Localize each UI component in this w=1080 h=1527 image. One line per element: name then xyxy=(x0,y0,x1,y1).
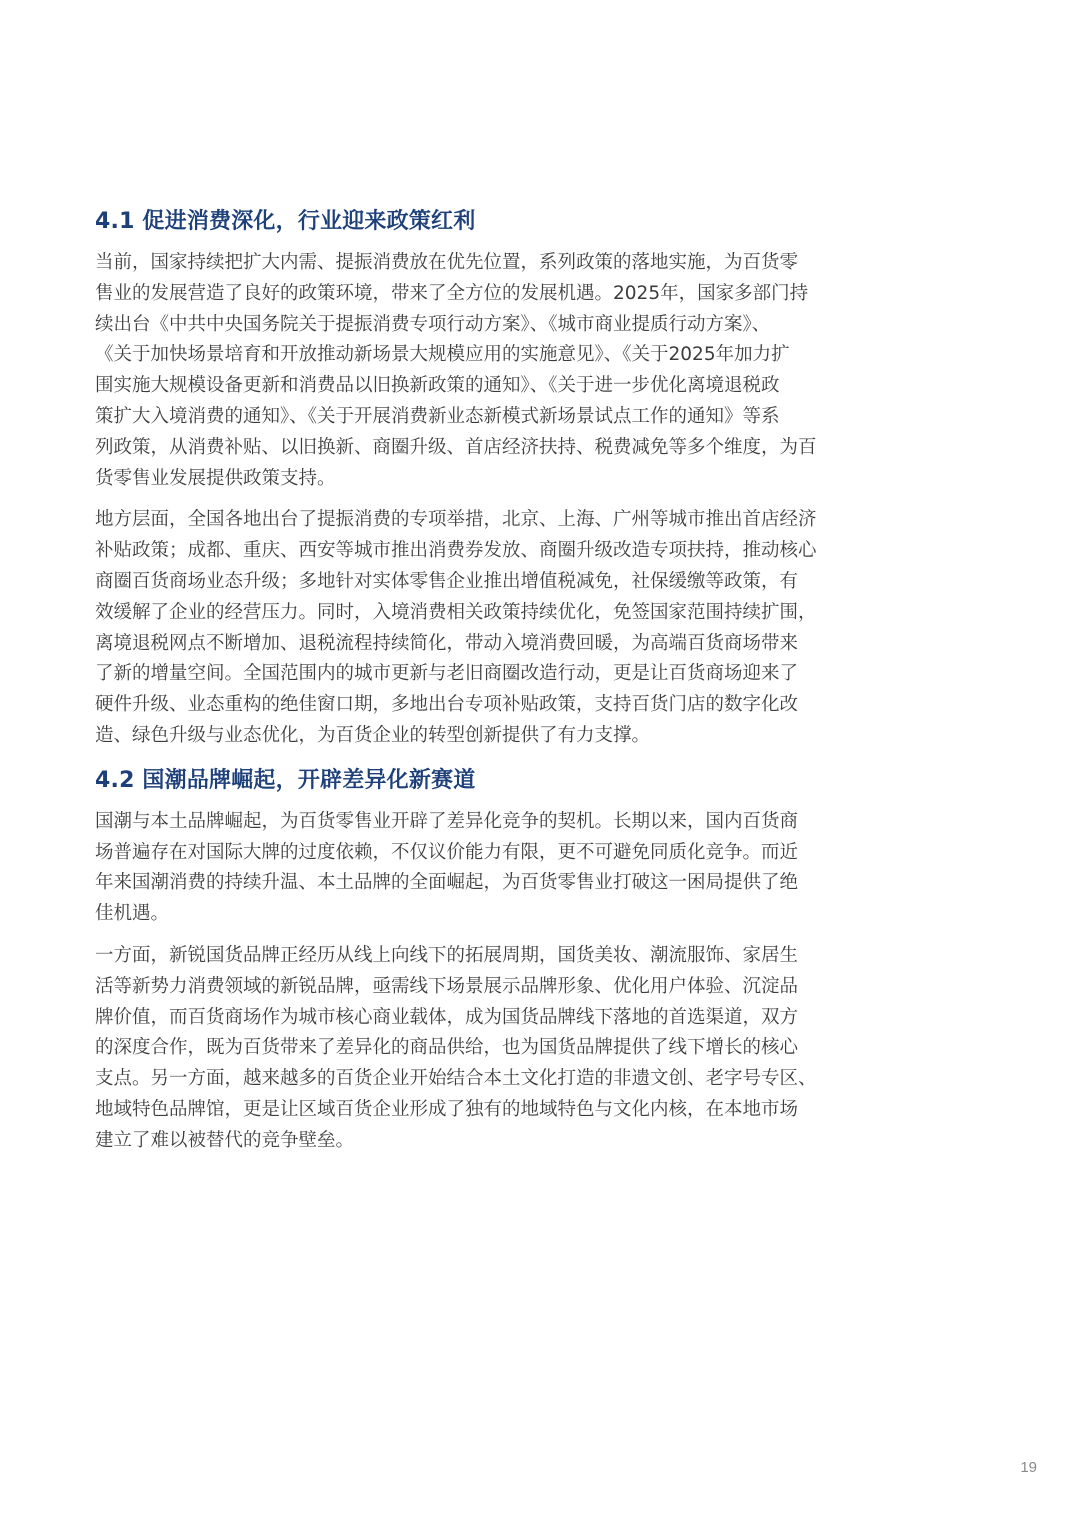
paragraph xyxy=(95,248,855,494)
text-line: 建立了难以被替代的竞争壁垒。 xyxy=(95,1129,355,1151)
text-line: 售业的发展营造了良好的政策环境，带来了全方位的发展机遇。2025年，国家多部门持 xyxy=(95,282,809,304)
text-line: 当前，国家持续把扩大内需、提振消费放在优先位置，系列政策的落地实施，为百货零 xyxy=(95,252,799,273)
text-line: 续出台《中共中央国务院关于提振消费专项行动方案》、《城市商业提质行动方案》、 xyxy=(95,313,771,335)
text-line: 了新的增量空间。全国范围内的城市更新与老旧商圈改造行动，更是让百货商场迎来了 xyxy=(95,663,799,685)
text-line: 地方层面，全国各地出台了提振消费的专项举措，北京、上海、广州等城市推出首店经济 xyxy=(95,509,817,531)
page-content xyxy=(95,204,855,1168)
text-line: 硬件升级、业态重构的绝佳窗口期，多地出台专项补贴政策，支持百货门店的数字化改 xyxy=(95,694,799,716)
text-line: 离境退税网点不断增加、退税流程持续简化，带动入境消费回暖，为高端百货商场带来 xyxy=(95,632,799,654)
text-line: 国潮与本土品牌崛起，为百货零售业开辟了差异化竞争的契机。长期以来，国内百货商 xyxy=(95,810,799,832)
text-line: 的深度合作，既为百货带来了差异化的商品供给，也为国货品牌提供了线下增长的核心 xyxy=(95,1037,799,1059)
paragraph xyxy=(95,505,855,751)
text-line: 牌价值，而百货商场作为城市核心商业载体，成为国货品牌线下落地的首选渠道，双方 xyxy=(95,1006,799,1028)
text-line: 一方面，新锐国货品牌正经历从线上向线下的拓展周期，国货美妆、潮流服饰、家居生 xyxy=(95,944,799,966)
page-number: 19 xyxy=(1020,1459,1037,1476)
text-line: 货零售业发展提供政策支持。 xyxy=(95,467,336,489)
paragraph xyxy=(95,941,855,1157)
text-line: 造、绿色升级与业态优化，为百货企业的转型创新提供了有力支撑。 xyxy=(95,724,651,746)
section-title: 4.1 促进消费深化，行业迎来政策红利 xyxy=(95,209,476,234)
paragraph xyxy=(95,807,855,930)
text-line: 佳机遇。 xyxy=(95,903,170,925)
text-line: 《关于加快场景培育和开放推动新场景大规模应用的实施意见》、《关于2025年加力扩 xyxy=(95,344,790,366)
text-line: 围实施大规模设备更新和消费品以旧换新政策的通知》、《关于进一步优化离境退税政 xyxy=(95,375,780,397)
text-line: 效缓解了企业的经营压力。同时，入境消费相关政策持续优化，免签国家范围持续扩围， xyxy=(95,601,817,623)
text-line: 地域特色品牌馆，更是让区域百货企业形成了独有的地域特色与文化内核，在本地市场 xyxy=(95,1098,799,1120)
text-line: 策扩大入境消费的通知》、《关于开展消费新业态新模式新场景试点工作的通知》等系 xyxy=(95,405,780,427)
text-line: 支点。另一方面，越来越多的百货企业开始结合本土文化打造的非遗文创、老字号专区、 xyxy=(95,1068,817,1090)
text-line: 商圈百货商场业态升级；多地针对实体零售企业推出增值税减免，社保缓缴等政策，有 xyxy=(95,570,799,592)
text-line: 补贴政策；成都、重庆、西安等城市推出消费券发放、商圈升级改造专项扶持，推动核心 xyxy=(95,540,817,562)
text-line: 年来国潮消费的持续升温、本土品牌的全面崛起，为百货零售业打破这一困局提供了绝 xyxy=(95,872,799,894)
text-line: 列政策，从消费补贴、以旧换新、商圈升级、首店经济扶持、税费减免等多个维度，为百 xyxy=(95,436,817,458)
text-line: 活等新势力消费领域的新锐品牌，亟需线下场景展示品牌形象、优化用户体验、沉淀品 xyxy=(95,975,799,997)
text-line: 场普遍存在对国际大牌的过度依赖，不仅议价能力有限，更不可避免同质化竞争。而近 xyxy=(95,841,799,863)
section-title: 4.2 国潮品牌崛起，开辟差异化新赛道 xyxy=(95,767,476,793)
